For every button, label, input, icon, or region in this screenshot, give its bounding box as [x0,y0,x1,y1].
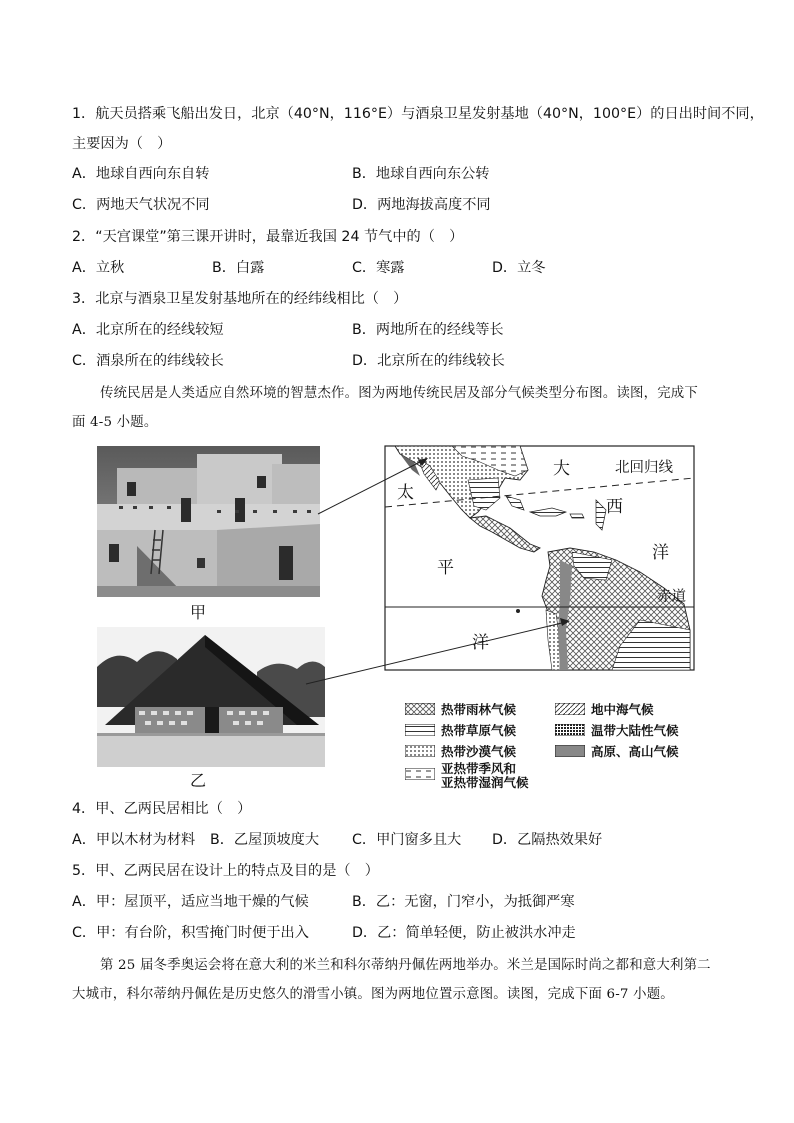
q2-option-b: B．白露 [212,260,265,276]
caption-yi: 乙 [190,771,207,790]
q1-option-b: B．地球自西向东公转 [352,166,490,182]
map-label-ping: 平 [437,558,454,578]
intro-4-5-line1: 传统民居是人类适应自然环境的智慧杰作。图为两地传统民居及部分气候类型分布图。读图，完成下 [100,386,698,401]
legend-tropical-savanna: 热带草原气候 [405,721,516,739]
legend-temperate-continental: 温带大陆性气候 [555,721,679,739]
q5-option-d: D．乙：简单轻便，防止被洪水冲走 [352,925,576,941]
legend-tropical-rainforest: 热带雨林气候 [405,700,516,718]
q1-option-a: A．地球自西向东自转 [72,166,210,182]
map-label-equator: 赤道 [657,589,686,605]
q4-option-a: A．甲以木材为材料 [72,832,196,848]
q4-option-c: C．甲门窗多且大 [352,832,462,848]
q1-option-d: D．两地海拔高度不同 [352,197,491,213]
intro-4-5-line2: 面 4-5 小题。 [72,415,158,430]
q5-option-a: A．甲：屋顶平，适应当地干燥的气候 [72,894,309,910]
q1-option-c: C．两地天气状况不同 [72,197,210,213]
q3-option-d: D．北京所在的纬线较长 [352,353,505,369]
q3-option-c: C．酒泉所在的纬线较长 [72,353,224,369]
legend-tropical-desert: 热带沙漠气候 [405,742,516,760]
caption-jia: 甲 [190,603,207,622]
map-label-yang2: 洋 [472,633,489,653]
q3-option-b: B．两地所在的经线等长 [352,322,504,338]
q2-option-c: C．寒露 [352,260,405,276]
intro-6-7-line1: 第 25 届冬季奥运会将在意大利的米兰和科尔蒂纳丹佩佐两地举办。米兰是国际时尚之都和意大利第二 [100,958,711,973]
legend-highland: 高原、高山气候 [555,742,679,760]
map-label-yang1: 洋 [652,543,669,563]
intro-6-7-line2: 大城市，科尔蒂纳丹佩佐是历史悠久的滑雪小镇。图为两地位置示意图。读图，完成下面 6-7 小题。 [72,987,674,1002]
q4-option-d: D．乙隔热效果好 [492,832,603,848]
legend-subtropical-monsoon-humid: 亚热带季风和 亚热带湿润气候 [405,762,529,790]
map-label-tropic: 北回归线 [615,460,673,476]
q2-option-a: A．立秋 [72,260,125,276]
map-label-tai: 太 [397,483,414,503]
q2-stem: 2．“天宫课堂”第三课开讲时，最靠近我国 24 节气中的（ ） [72,229,464,245]
q3-option-a: A．北京所在的经线较短 [72,322,224,338]
q1-stem-line2: 主要因为（ ） [72,136,172,152]
legend-mediterranean: 地中海气候 [555,700,654,718]
q4-stem: 4．甲、乙两民居相比（ ） [72,801,252,817]
map-label-da: 大 [553,459,570,479]
q5-option-c: C．甲：有台阶，积雪掩门时便于出入 [72,925,309,941]
q5-stem: 5．甲、乙两民居在设计上的特点及目的是（ ） [72,863,379,879]
q1-stem-line1: 1．航天员搭乘飞船出发日，北京（40°N，116°E）与酒泉卫星发射基地（40°N，100°E）的日出时间不同， [72,106,764,122]
q2-option-d: D．立冬 [492,260,546,276]
map-label-xi: 西 [606,497,623,517]
q3-stem: 3．北京与酒泉卫星发射基地所在的经纬线相比（ ） [72,291,408,307]
q4-option-b: B．乙屋顶坡度大 [210,832,320,848]
q5-option-b: B．乙：无窗，门窄小，为抵御严寒 [352,894,575,910]
